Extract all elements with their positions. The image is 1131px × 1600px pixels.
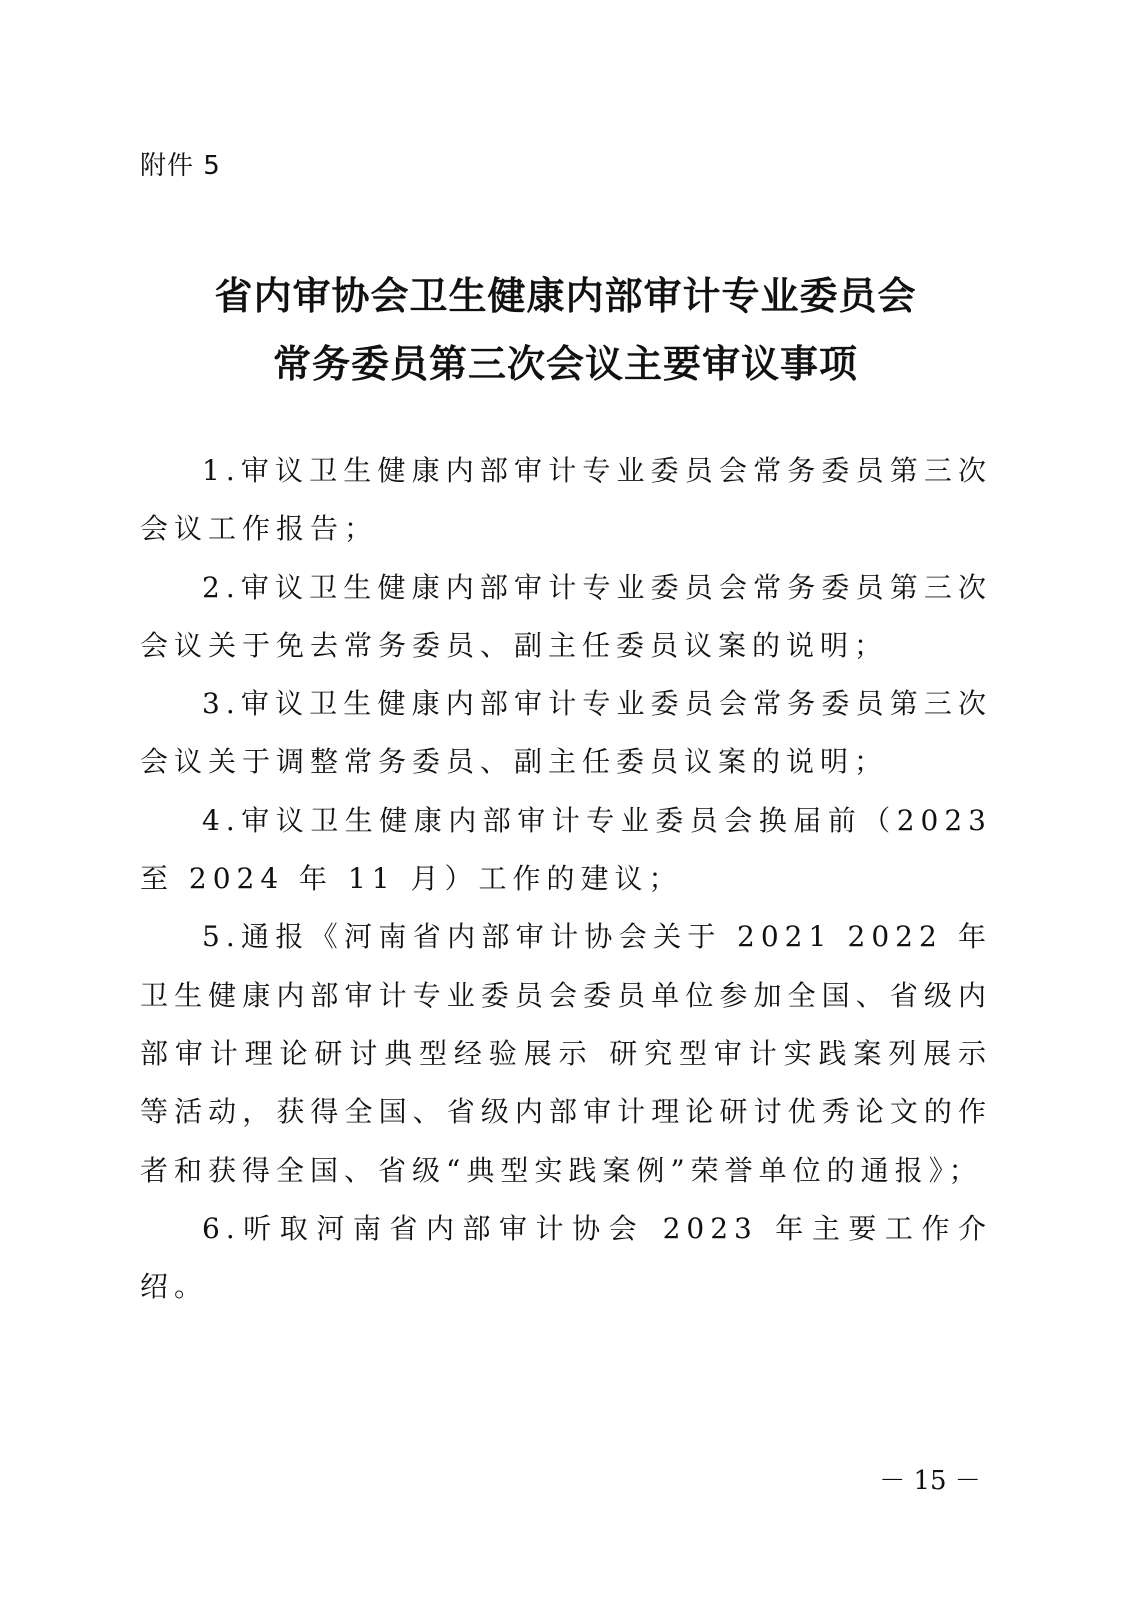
document-title-line-2: 常务委员第三次会议主要审议事项 (272, 342, 858, 386)
agenda-item-1: 1.审议卫生健康内部审计专业委员会常务委员第三次会议工作报告； (140, 454, 992, 546)
attachment-label: 附件 5 (140, 151, 221, 181)
page-number: － 15 － (879, 1466, 981, 1496)
agenda-item-5: 5.通报《河南省内部审计协会关于 2021 2022 年卫生健康内部审计专业委员会委员单位参加全国、省级内部审计理论研讨典型经验展示 研究型审计实践案列展示等活动，获得全国、省级内部审计理论研讨优秀论文的作者和获得全国、省级“典型实践案例”荣誉单位的通报》； (140, 920, 992, 1187)
agenda-item-3: 3.审议卫生健康内部审计专业委员会常务委员第三次会议关于调整常务委员、副主任委员议案的说明； (140, 687, 992, 779)
agenda-item-6: 6.听取河南省内部审计协会 2023 年主要工作介绍。 (140, 1211, 992, 1304)
agenda-item-4: 4.审议卫生健康内部审计专业委员会换届前（2023 至 2024 年 11 月）工作的建议； (140, 803, 992, 896)
agenda-list (140, 442, 992, 1316)
document-title-line-1: 省内审协会卫生健康内部审计专业委员会 (214, 274, 917, 318)
agenda-item-2: 2.审议卫生健康内部审计专业委员会常务委员第三次会议关于免去常务委员、副主任委员议案的说明； (140, 570, 992, 662)
